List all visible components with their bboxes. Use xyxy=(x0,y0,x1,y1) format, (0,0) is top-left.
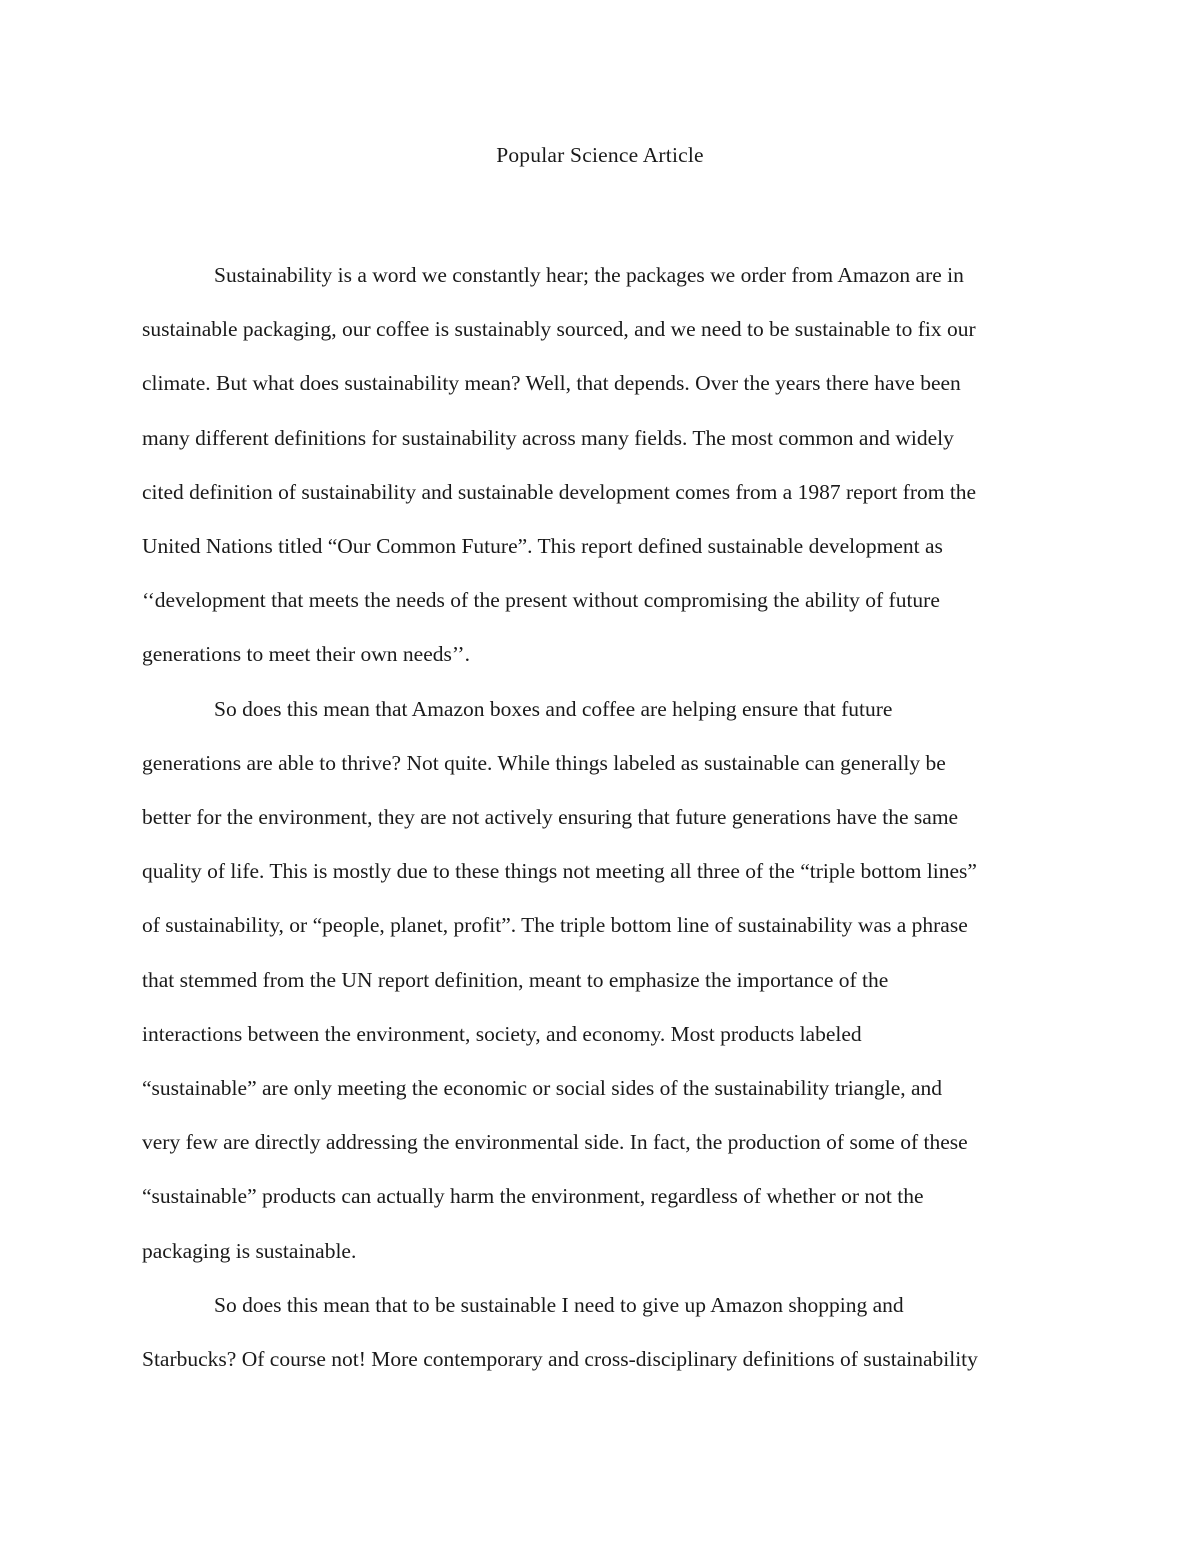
paragraph-1-line-7: ‘‘development that meets the needs of the present without compromising the ability of future xyxy=(142,588,940,613)
paragraph-1-line-1: Sustainability is a word we constantly hear; the packages we order from Amazon are in xyxy=(214,263,964,287)
paragraph-2-line-2: generations are able to thrive? Not quite. While things labeled as sustainable can generally be xyxy=(142,750,946,775)
paragraph-2-line-7: interactions between the environment, society, and economy. Most products labeled xyxy=(142,1021,862,1046)
paragraph-1-line-6: United Nations titled “Our Common Future”. This report defined sustainable development as xyxy=(142,534,943,559)
paragraph-1-line-3: climate. But what does sustainability mean? Well, that depends. Over the years there have been xyxy=(142,371,961,396)
document-title: Popular Science Article xyxy=(496,143,704,167)
paragraph-3-line-2: Starbucks? Of course not! More contemporary and cross-disciplinary definitions of sustainability xyxy=(142,1347,978,1372)
paragraph-2-line-9: very few are directly addressing the environmental side. In fact, the production of some of these xyxy=(142,1130,968,1155)
paragraph-2-line-10: “sustainable” products can actually harm the environment, regardless of whether or not the xyxy=(142,1184,924,1209)
paragraph-2-line-1: So does this mean that Amazon boxes and coffee are helping ensure that future xyxy=(214,696,893,721)
document-body xyxy=(142,248,1062,1386)
paragraph-2-line-6: that stemmed from the UN report definition, meant to emphasize the importance of the xyxy=(142,967,889,992)
paragraph-1-line-2: sustainable packaging, our coffee is sustainably sourced, and we need to be sustainable to fix our xyxy=(142,317,976,342)
paragraph-2-line-4: quality of life. This is mostly due to these things not meeting all three of the “triple bottom lines” xyxy=(142,859,977,884)
paragraph-2-line-5: of sustainability, or “people, planet, profit”. The triple bottom line of sustainability was a phrase xyxy=(142,913,968,938)
paragraph-2-line-3: better for the environment, they are not actively ensuring that future generations have the same xyxy=(142,805,959,830)
paragraph-1-line-8: generations to meet their own needs’’. xyxy=(142,642,470,667)
paragraph-2-line-8: “sustainable” are only meeting the economic or social sides of the sustainability triangle, and xyxy=(142,1076,943,1101)
paragraph-3-line-1: So does this mean that to be sustainable I need to give up Amazon shopping and xyxy=(214,1292,904,1317)
paragraph-2-line-11: packaging is sustainable. xyxy=(142,1238,357,1263)
paragraph-1-line-5: cited definition of sustainability and sustainable development comes from a 1987 report from the xyxy=(142,479,977,504)
paragraph-1-line-4: many different definitions for sustainability across many fields. The most common and widely xyxy=(142,425,954,450)
